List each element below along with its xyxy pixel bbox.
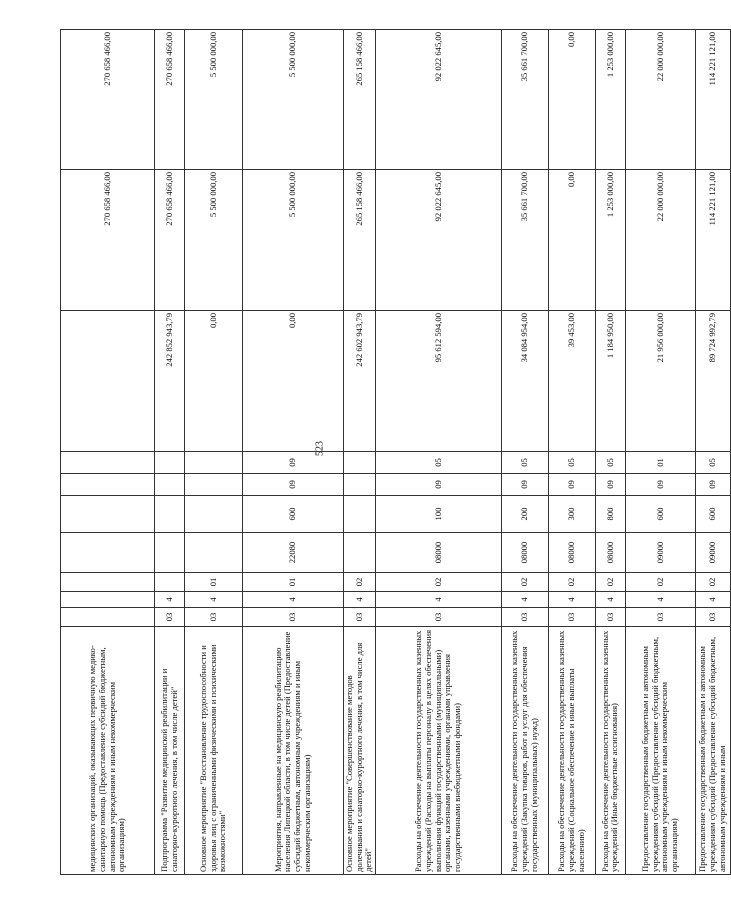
row-amount-1-cell: 21 956 000,00 xyxy=(625,311,695,452)
row-code-4-cell: 08000 xyxy=(548,533,595,573)
row-code-1-cell: 03 xyxy=(375,608,501,627)
row-code-3-cell: 01 xyxy=(243,573,344,592)
row-code-4-cell: 22080 xyxy=(243,533,344,573)
row-code-5-cell xyxy=(61,496,155,533)
page-number: 523 xyxy=(314,441,326,456)
row-name-cell: Основное мероприятие "Совершенствование методов долечивания и санаторно-курортного лечения, в том числе для детей" xyxy=(344,627,376,875)
row-code-3-cell: 02 xyxy=(375,573,501,592)
row-amount-2-cell: 270 658 466,00 xyxy=(61,170,155,311)
row-amount-2-cell: 5 500 000,00 xyxy=(243,170,344,311)
table-row xyxy=(625,30,695,875)
row-code-2-cell: 4 xyxy=(344,592,376,608)
row-code-4-cell: 09000 xyxy=(625,533,695,573)
row-code-1-cell: 03 xyxy=(501,608,548,627)
row-code-5-cell xyxy=(185,496,243,533)
row-code-4-cell xyxy=(61,533,155,573)
row-name-cell: Мероприятия, направленные на медицинскую реабилитацию населения Липецкой области, в том числе детей (Предоставление субсидий бюджетным, автономным учреждениям и иным некоммерческим организациям) xyxy=(243,627,344,875)
row-code-5-cell: 300 xyxy=(548,496,595,533)
row-code-7-cell xyxy=(155,452,185,474)
table-row xyxy=(501,30,548,875)
row-amount-3-cell: 114 221 121,00 xyxy=(695,30,730,170)
row-code-4-cell: 08000 xyxy=(595,533,625,573)
row-code-1-cell: 03 xyxy=(344,608,376,627)
row-name-cell: медицинских организаций, оказывающих первичную медико-санитарную помощь (Предоставление субсидий бюджетным, автономным учреждениям и иным некоммерческим организациям) xyxy=(61,627,155,875)
row-code-5-cell: 600 xyxy=(625,496,695,533)
row-amount-2-cell: 270 658 466,00 xyxy=(155,170,185,311)
row-code-6-cell xyxy=(155,474,185,496)
row-code-6-cell: 09 xyxy=(243,474,344,496)
row-amount-1-cell: 34 084 954,00 xyxy=(501,311,548,452)
row-code-6-cell: 09 xyxy=(548,474,595,496)
row-code-1-cell xyxy=(61,608,155,627)
row-code-3-cell xyxy=(61,573,155,592)
row-code-7-cell: 01 xyxy=(625,452,695,474)
row-code-2-cell: 4 xyxy=(501,592,548,608)
rotated-content xyxy=(60,30,727,875)
row-amount-3-cell: 5 500 000,00 xyxy=(243,30,344,170)
row-code-1-cell: 03 xyxy=(185,608,243,627)
row-code-5-cell: 800 xyxy=(595,496,625,533)
row-code-1-cell: 03 xyxy=(243,608,344,627)
budget-table xyxy=(60,29,731,875)
row-code-4-cell: 08000 xyxy=(501,533,548,573)
row-code-7-cell: 05 xyxy=(695,452,730,474)
row-code-3-cell: 02 xyxy=(695,573,730,592)
row-code-6-cell: 09 xyxy=(595,474,625,496)
row-amount-1-cell: 0,00 xyxy=(243,311,344,452)
row-code-4-cell xyxy=(344,533,376,573)
row-amount-3-cell: 22 000 000,00 xyxy=(625,30,695,170)
row-name-cell: Расходы на обеспечение деятельности государственных казенных учреждений (Расходы на выплаты персоналу в целях обеспечения выполнения функций государственными (муниципальными) органами, казенными учреждениями, органами управления государственными внебюджетными фондами) xyxy=(375,627,501,875)
table-row xyxy=(695,30,730,875)
row-amount-1-cell: 95 612 594,00 xyxy=(375,311,501,452)
row-code-5-cell: 200 xyxy=(501,496,548,533)
row-amount-3-cell: 1 253 000,00 xyxy=(595,30,625,170)
row-code-5-cell: 100 xyxy=(375,496,501,533)
row-amount-2-cell: 35 661 700,00 xyxy=(501,170,548,311)
row-code-3-cell: 02 xyxy=(548,573,595,592)
row-code-5-cell: 600 xyxy=(695,496,730,533)
row-name-cell: Подпрограмма "Развитие медицинской реабилитации и санаторно-курортного лечения, в том числе детей" xyxy=(155,627,185,875)
row-code-3-cell xyxy=(155,573,185,592)
row-amount-3-cell: 92 022 645,00 xyxy=(375,30,501,170)
row-amount-3-cell: 0,00 xyxy=(548,30,595,170)
table-row xyxy=(185,30,243,875)
row-amount-1-cell: 1 184 950,00 xyxy=(595,311,625,452)
row-amount-1-cell: 39 453,00 xyxy=(548,311,595,452)
row-code-2-cell: 4 xyxy=(625,592,695,608)
row-code-6-cell xyxy=(185,474,243,496)
row-code-6-cell: 09 xyxy=(625,474,695,496)
row-code-7-cell xyxy=(185,452,243,474)
row-code-2-cell: 4 xyxy=(155,592,185,608)
row-code-2-cell: 4 xyxy=(375,592,501,608)
row-amount-1-cell: 242 602 943,79 xyxy=(344,311,376,452)
row-amount-2-cell: 265 158 466,00 xyxy=(344,170,376,311)
row-amount-1-cell xyxy=(61,311,155,452)
table-row xyxy=(548,30,595,875)
row-code-1-cell: 03 xyxy=(548,608,595,627)
row-amount-3-cell: 35 661 700,00 xyxy=(501,30,548,170)
row-name-cell: Расходы на обеспечение деятельности государственных казенных учреждений (Иные бюджетные ассигнования) xyxy=(595,627,625,875)
row-name-cell: Основное мероприятие "Восстановление трудоспособности и здоровья лиц с ограниченными физическими и психическими возможностями" xyxy=(185,627,243,875)
rotated-page xyxy=(60,30,727,875)
row-code-1-cell: 03 xyxy=(155,608,185,627)
row-code-5-cell xyxy=(155,496,185,533)
table-row xyxy=(243,30,344,875)
row-code-2-cell: 4 xyxy=(185,592,243,608)
row-code-1-cell: 03 xyxy=(695,608,730,627)
row-code-7-cell: 09 xyxy=(243,452,344,474)
table-row xyxy=(155,30,185,875)
row-code-2-cell: 4 xyxy=(595,592,625,608)
row-code-6-cell: 09 xyxy=(375,474,501,496)
row-code-3-cell: 02 xyxy=(625,573,695,592)
row-code-7-cell xyxy=(344,452,376,474)
row-amount-2-cell: 5 500 000,00 xyxy=(185,170,243,311)
table-row xyxy=(344,30,376,875)
row-code-5-cell xyxy=(344,496,376,533)
row-amount-2-cell: 22 000 000,00 xyxy=(625,170,695,311)
row-amount-2-cell: 92 022 645,00 xyxy=(375,170,501,311)
row-amount-1-cell: 0,00 xyxy=(185,311,243,452)
row-name-cell: Предоставление государственным бюджетным и автономным учреждениям субсидий (Предоставление субсидий бюджетным, автономным учреждениям и иным xyxy=(695,627,730,875)
row-code-6-cell xyxy=(344,474,376,496)
table-row xyxy=(375,30,501,875)
row-code-2-cell xyxy=(61,592,155,608)
row-amount-2-cell: 1 253 000,00 xyxy=(595,170,625,311)
row-code-7-cell: 05 xyxy=(375,452,501,474)
row-amount-3-cell: 265 158 466,00 xyxy=(344,30,376,170)
row-code-7-cell: 05 xyxy=(501,452,548,474)
row-code-3-cell: 01 xyxy=(185,573,243,592)
table-body xyxy=(61,30,731,875)
row-code-4-cell xyxy=(185,533,243,573)
row-amount-2-cell: 0,00 xyxy=(548,170,595,311)
row-name-cell: Расходы на обеспечение деятельности государственных казенных учреждений (Социальное обеспечение и иные выплаты населению) xyxy=(548,627,595,875)
row-code-3-cell: 02 xyxy=(501,573,548,592)
row-code-4-cell xyxy=(155,533,185,573)
row-amount-3-cell: 270 658 466,00 xyxy=(61,30,155,170)
row-amount-3-cell: 5 500 000,00 xyxy=(185,30,243,170)
row-code-2-cell: 4 xyxy=(695,592,730,608)
row-code-3-cell: 02 xyxy=(344,573,376,592)
row-code-1-cell: 03 xyxy=(625,608,695,627)
row-amount-1-cell: 242 852 943,79 xyxy=(155,311,185,452)
row-code-7-cell: 05 xyxy=(548,452,595,474)
row-code-7-cell: 05 xyxy=(595,452,625,474)
row-code-5-cell: 600 xyxy=(243,496,344,533)
row-code-1-cell: 03 xyxy=(595,608,625,627)
row-code-4-cell: 09000 xyxy=(695,533,730,573)
row-code-6-cell: 09 xyxy=(695,474,730,496)
row-amount-2-cell: 114 221 121,00 xyxy=(695,170,730,311)
row-code-6-cell: 09 xyxy=(501,474,548,496)
row-amount-3-cell: 270 658 466,00 xyxy=(155,30,185,170)
row-code-6-cell xyxy=(61,474,155,496)
row-code-3-cell: 02 xyxy=(595,573,625,592)
row-name-cell: Предоставление государственным бюджетным и автономным учреждениям субсидий (Предоставление субсидий бюджетным, автономным учреждениям и иным некоммерческим организациям) xyxy=(625,627,695,875)
row-code-2-cell: 4 xyxy=(243,592,344,608)
row-name-cell: Расходы на обеспечение деятельности государственных казенных учреждений (Закупка товаров, работ и услуг для обеспечения государственных (муниципальных) нужд) xyxy=(501,627,548,875)
row-amount-1-cell: 89 724 992,79 xyxy=(695,311,730,452)
table-row xyxy=(61,30,155,875)
row-code-4-cell: 08000 xyxy=(375,533,501,573)
row-code-7-cell xyxy=(61,452,155,474)
row-code-2-cell: 4 xyxy=(548,592,595,608)
table-row xyxy=(595,30,625,875)
